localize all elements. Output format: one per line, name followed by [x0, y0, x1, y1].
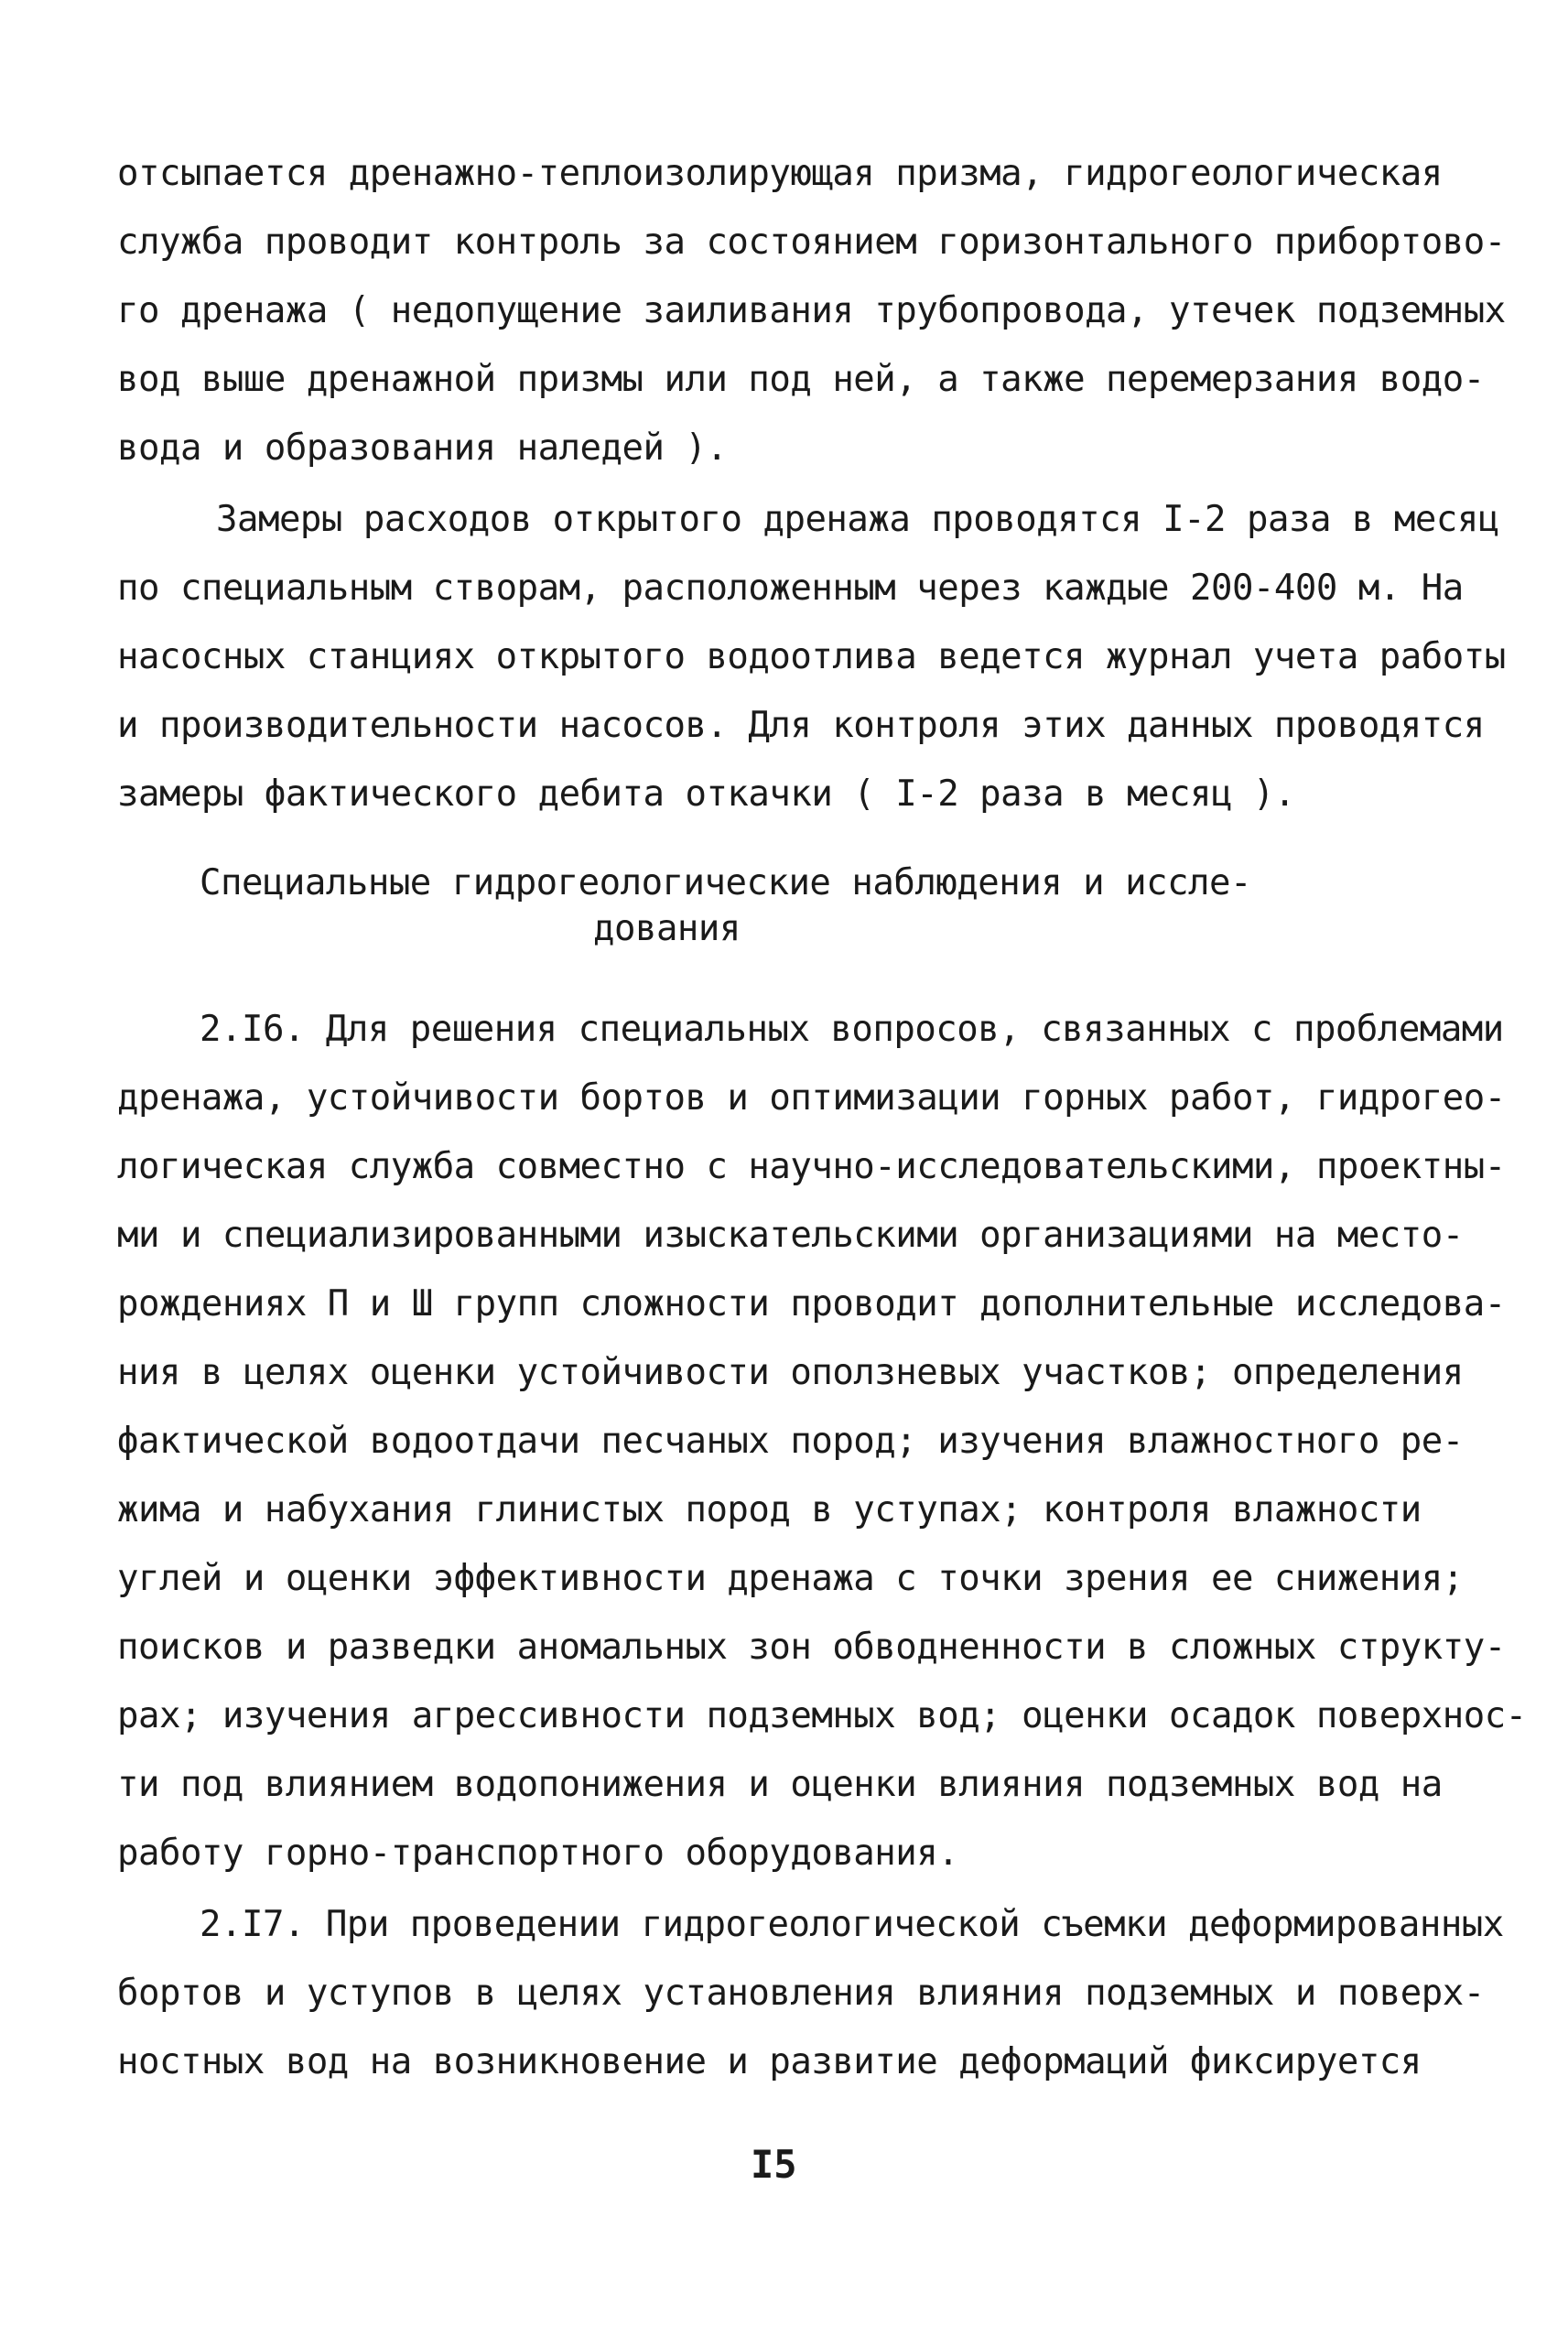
text-line: вод выше дренажной призмы или под ней, а также перемерзания водо-	[117, 359, 1485, 400]
text-line: дренажа, устойчивости бортов и оптимизации горных работ, гидрогео-	[117, 1077, 1506, 1119]
text-line: служба проводит контроль за состоянием горизонтального прибортово-	[117, 222, 1506, 263]
text-line: вода и образования наледей ).	[117, 427, 728, 469]
text-line: ти под влиянием водопонижения и оценки влияния подземных вод на	[117, 1764, 1443, 1805]
text-line: поисков и разведки аномальных зон обводненности в сложных структу-	[117, 1627, 1506, 1668]
text-line: рождениях П и Ш групп сложности проводит дополнительные исследова-	[117, 1283, 1506, 1325]
text-line: работу горно-транспортного оборудования.	[117, 1833, 959, 1874]
text-line: фактической водоотдачи песчаных пород; изучения влажностного ре-	[117, 1421, 1464, 1462]
text-line: углей и оценки эффективности дренажа с точки зрения ее снижения;	[117, 1558, 1464, 1599]
text-line: ностных вод на возникновение и развитие деформаций фиксируется	[117, 2041, 1422, 2082]
text-line: по специальным створам, расположенным через каждые 200-400 м. На	[117, 568, 1464, 609]
text-line: го дренажа ( недопущение заиливания трубопровода, утечек подземных	[117, 290, 1506, 331]
text-line: ния в целях оценки устойчивости оползневых участков; определения	[117, 1352, 1464, 1393]
page-number: I5	[751, 2142, 797, 2187]
text-line: рах; изучения агрессивности подземных вод; оценки осадок поверхнос-	[117, 1695, 1527, 1736]
heading-line: Специальные гидрогеологические наблюдения и иссле-	[200, 862, 1251, 903]
text-line: замеры фактического дебита откачки ( I-2 раза в месяц ).	[117, 773, 1295, 815]
text-line: 2.I7. При проведении гидрогеологической съемки деформированных	[200, 1904, 1504, 1945]
text-line: и производительности насосов. Для контроля этих данных проводятся	[117, 705, 1485, 746]
text-line: бортов и уступов в целях установления влияния подземных и поверх-	[117, 1973, 1485, 2014]
text-line: Замеры расходов открытого дренажа проводятся I-2 раза в месяц	[216, 499, 1499, 540]
text-line: насосных станциях открытого водоотлива ведется журнал учета работы	[117, 636, 1506, 677]
text-line: 2.I6. Для решения специальных вопросов, связанных с проблемами	[200, 1009, 1504, 1050]
heading-line: дования	[593, 908, 741, 949]
text-line: отсыпается дренажно-теплоизолирующая призма, гидрогеологическая	[117, 153, 1443, 194]
text-line: логическая служба совместно с научно-исследовательскими, проектны-	[117, 1146, 1506, 1187]
text-line: жима и набухания глинистых пород в уступах; контроля влажности	[117, 1489, 1422, 1530]
text-line: ми и специализированными изыскательскими организациями на место-	[117, 1215, 1464, 1256]
